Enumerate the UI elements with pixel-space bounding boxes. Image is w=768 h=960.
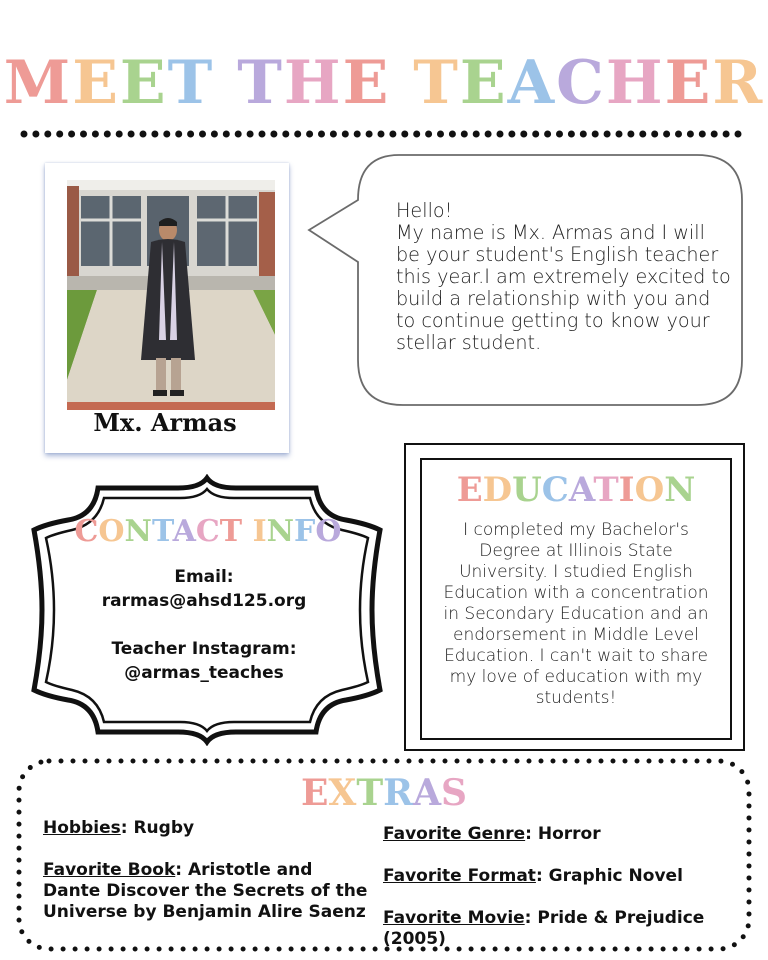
instagram-label: Teacher Instagram:	[111, 639, 297, 659]
dotted-divider	[20, 128, 748, 140]
education-title: EDUCATION	[456, 470, 696, 510]
book-value: : Aristotle and Dante Discover the Secrets of the Universe by Benjamin Alire Saenz	[43, 860, 368, 922]
genre-value: : Horror	[525, 824, 601, 844]
contact-title: CONTACT INFO	[74, 514, 342, 549]
education-text: I completed my Bachelor's Degree at Illinois State University. I studied English Education with a concentration in Secondary Education and an endorsement in Middle Level Education. I can't wait to share my love of education with my students!	[443, 520, 709, 708]
format-label: Favorite Format	[383, 866, 536, 886]
page-title: MEET THE TEACHER	[3, 48, 765, 118]
teacher-photo	[67, 180, 275, 410]
teacher-polaroid	[45, 163, 289, 453]
extra-format	[383, 866, 733, 887]
intro-text: My name is Mx. Armas and I will be your student's English teacher this year.I am extremely excited to build a relationship with you and to continue getting to know your stellar student.	[396, 221, 731, 354]
instagram-handle[interactable]: @armas_teaches	[124, 663, 284, 683]
greeting-text: Hello!	[396, 199, 453, 222]
extra-book	[43, 860, 368, 923]
extra-genre	[383, 824, 733, 845]
extra-hobbies	[43, 818, 363, 839]
movie-label: Favorite Movie	[383, 908, 525, 928]
format-value: : Graphic Novel	[535, 866, 683, 886]
extra-movie	[383, 908, 733, 950]
genre-label: Favorite Genre	[383, 824, 526, 844]
email-label: Email:	[174, 567, 234, 587]
teacher-name: Mx. Armas	[93, 408, 237, 437]
hobbies-label: Hobbies	[43, 818, 121, 838]
contact-details	[60, 565, 348, 685]
extras-title: EXTRAS	[300, 772, 468, 814]
book-label: Favorite Book	[43, 860, 176, 880]
movie-value: : Pride & Prejudice (2005)	[383, 908, 705, 949]
email-address[interactable]: rarmas@ahsd125.org	[101, 591, 307, 611]
teacher-intro	[396, 200, 731, 354]
hobbies-value: : Rugby	[120, 818, 195, 838]
